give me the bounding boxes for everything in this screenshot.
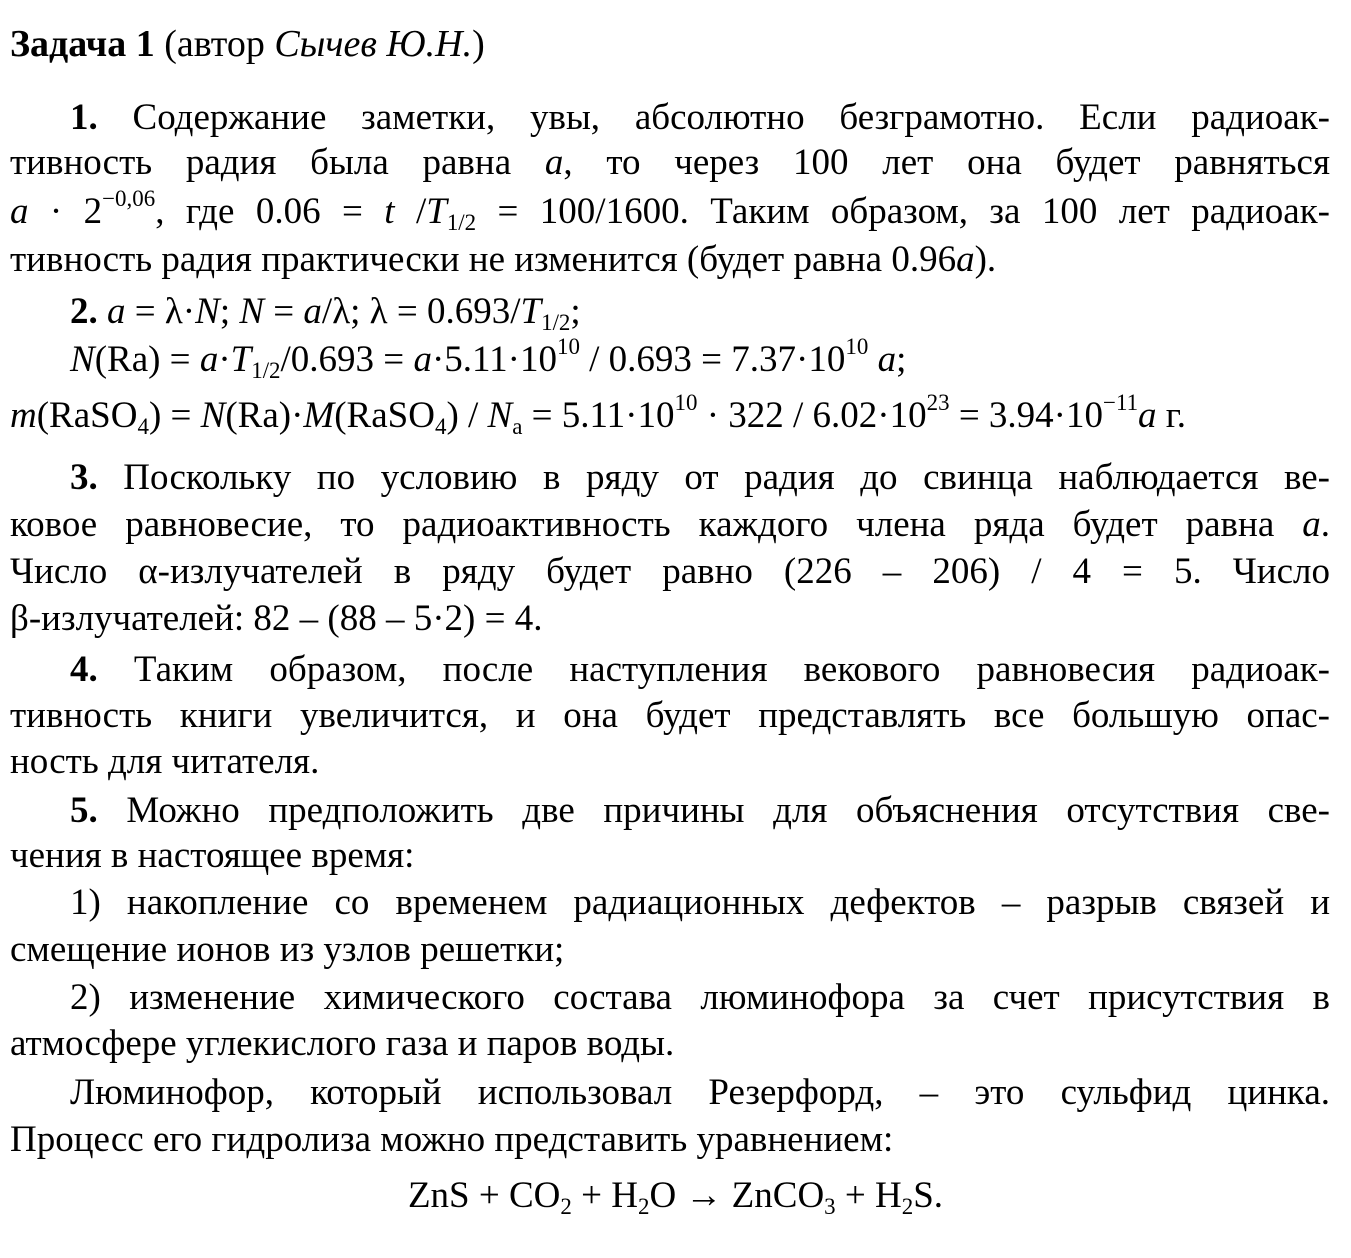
p5-line-1: 5. Можно предположить две причины для объяснения отсутствия све- xyxy=(70,790,1330,831)
item-number: 4. xyxy=(70,649,98,690)
p3-line-1: 3. Поскольку по условию в ряду от радия до свинца наблюдается ве- xyxy=(70,457,1330,498)
p1-line-3: $a \cdot 2^{-0,06}$, где 0.06 = t $/T_{1/2} = 100/1600$. Таким образом, за 100 лет радиоак- xyxy=(10,185,1330,235)
p2-formula-2: $N(Ra) = a\cdot T_{1/2}/0.693 = a\cdot 5.11\cdot 10^{10} / 0.693 = 7.37\cdot 10^{10}$ a; xyxy=(70,333,907,383)
p3-line-4: β-излучателей: 82 – (88 – 5·2) = 4. xyxy=(10,598,543,639)
p5-line-6: атмосфере углекислого газа и паров воды. xyxy=(10,1023,675,1064)
p5-line-2: чения в настоящее время: xyxy=(10,835,415,876)
p5-line-3: 1) накопление со временем радиационных дефектов – разрыв связей и xyxy=(70,882,1330,923)
item-number: 3. xyxy=(70,457,98,498)
item-number: 1. xyxy=(70,97,98,138)
p3-line-3: Число α-излучателей в ряду будет равно (226 – 206) / 4 = 5. Число xyxy=(10,551,1330,592)
p4-line-3: ность для читателя. xyxy=(10,741,320,782)
reaction-equation: ZnS + $CO_2 + H_2O$ → ZnCO$_3$ + $H_2S$. xyxy=(407,1175,944,1219)
p1-line-2: тивность радия была равна a, то через 100 лет она будет равняться xyxy=(10,142,1330,183)
task-title: Задача 1 (автор Сычев Ю.Н.) xyxy=(10,23,485,65)
p2-formula-3: m(RaSO$_4$) = N(Ra)·M(RaSO$_4$) / $N_a = 5.11\cdot 10^{10} \cdot 322 / 6.02\cdot 10^{23} = 3.94\cdot 10^{-11}a$ г. xyxy=(10,389,1187,439)
p6-line-2: Процесс его гидролиза можно представить уравнением: xyxy=(10,1119,894,1160)
p3-line-2: ковое равновесие, то радиоактивность каждого члена ряда будет равна a. xyxy=(10,504,1330,545)
p6-line-1: Люминофор, который использовал Резерфорд, – это сульфид цинка. xyxy=(70,1072,1330,1113)
p4-line-1: 4. Таким образом, после наступления векового равновесия радиоак- xyxy=(70,649,1331,690)
p4-line-2: тивность книги увеличится, и она будет представлять все большую опас- xyxy=(10,695,1330,736)
p5-line-4: смещение ионов из узлов решетки; xyxy=(10,929,565,970)
p1-line-1: 1. Содержание заметки, увы, абсолютно безграмотно. Если радиоак- xyxy=(70,97,1331,138)
p5-line-5: 2) изменение химического состава люминофора за счет присутствия в xyxy=(70,977,1330,1018)
p1-line-4: тивность радия практически не изменится (будет равна 0.96a). xyxy=(10,239,997,280)
p2-formula-1: 2. a = λ·N; N = a/λ; $\lambda = 0.693/T_{1/2}$; xyxy=(70,291,581,335)
item-number: 2. xyxy=(70,291,98,332)
task-number: Задача 1 xyxy=(10,23,155,65)
author-name: Сычев Ю.Н. xyxy=(274,23,473,65)
item-number: 5. xyxy=(70,790,98,831)
